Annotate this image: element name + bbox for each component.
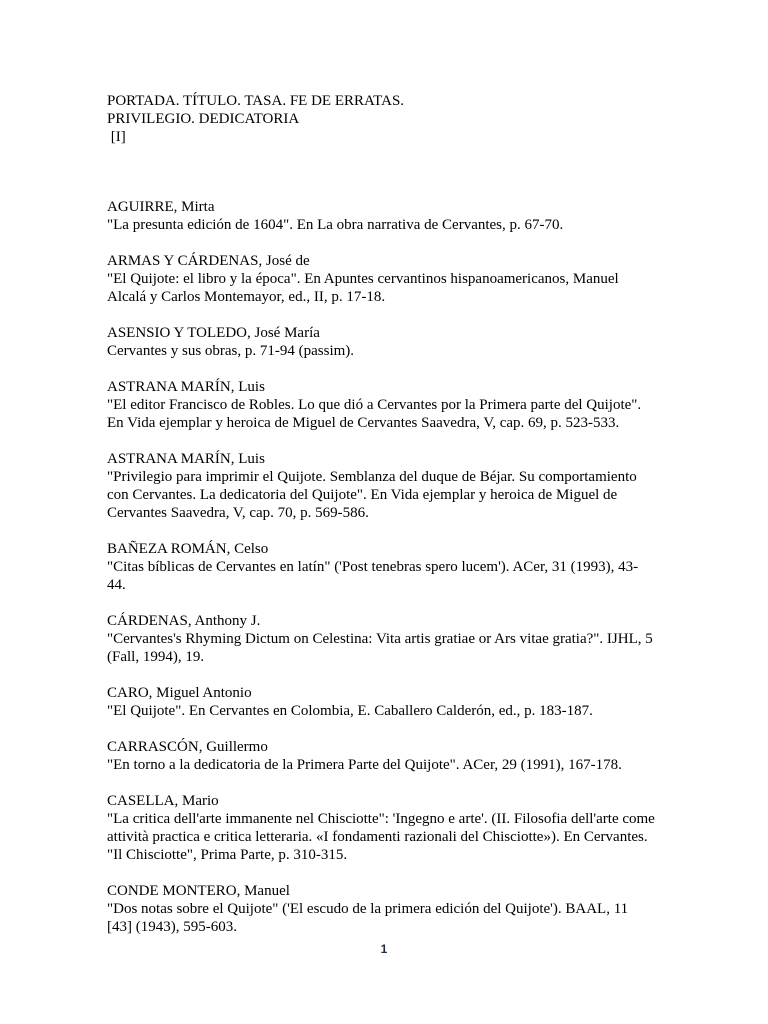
entry-author: ARMAS Y CÁRDENAS, José de (107, 253, 310, 269)
bibliography-entry (107, 540, 655, 594)
entry-author: BAÑEZA ROMÁN, Celso (107, 541, 269, 557)
bibliography-entry (107, 198, 655, 234)
entry-citation: "Cervantes's Rhyming Dictum on Celestina: Vita artis gratiae or Ars vitae gratia?". IJHL, 5 (Fall, 1994), 19. (107, 631, 653, 665)
entry-author: ASENSIO Y TOLEDO, José María (107, 325, 320, 341)
entry-author: CASELLA, Mario (107, 793, 219, 809)
bibliography-entry (107, 378, 655, 432)
bibliography-list (107, 198, 655, 954)
bibliography-entry (107, 252, 655, 306)
entry-author: CONDE MONTERO, Manuel (107, 883, 290, 899)
bibliography-entry (107, 882, 655, 936)
header-line-2: PRIVILEGIO. DEDICATORIA (107, 111, 300, 127)
bibliography-entry (107, 612, 655, 666)
entry-citation: "La presunta edición de 1604". En La obra narrativa de Cervantes, p. 67-70. (107, 217, 564, 233)
entry-citation: "Dos notas sobre el Quijote" ('El escudo de la primera edición del Quijote'). BAAL, 11 [43] (1943), 595-603. (107, 901, 629, 935)
entry-citation: "En torno a la dedicatoria de la Primera Parte del Quijote". ACer, 29 (1991), 167-178. (107, 757, 622, 773)
entry-citation: "El Quijote: el libro y la época". En Apuntes cervantinos hispanoamericanos, Manuel Alcalá y Carlos Montemayor, ed., II, p. 17-18. (107, 271, 619, 305)
entry-citation: "El editor Francisco de Robles. Lo que dió a Cervantes por la Primera parte del Quijote". En Vida ejemplar y heroica de Miguel de Cervantes Saavedra, V, cap. 69, p. 523-533. (107, 397, 642, 431)
header-line-1: PORTADA. TÍTULO. TASA. FE DE ERRATAS. (107, 93, 405, 109)
entry-citation: "El Quijote". En Cervantes en Colombia, E. Caballero Calderón, ed., p. 183-187. (107, 703, 593, 719)
entry-author: ASTRANA MARÍN, Luis (107, 379, 265, 395)
entry-author: AGUIRRE, Mirta (107, 199, 215, 215)
header-line-3: [I] (107, 129, 126, 145)
entry-citation: "Privilegio para imprimir el Quijote. Semblanza del duque de Béjar. Su comportamiento con Cervantes. La dedicatoria del Quijote". En Vida ejemplar y heroica de Miguel de Cervantes Saavedra, V, cap. 70, p. 569-586. (107, 469, 637, 521)
bibliography-entry (107, 684, 655, 720)
bibliography-entry (107, 324, 655, 360)
entry-citation: Cervantes y sus obras, p. 71-94 (passim). (107, 343, 355, 359)
page-number: 1 (380, 942, 388, 956)
entry-author: ASTRANA MARÍN, Luis (107, 451, 265, 467)
bibliography-entry (107, 738, 655, 774)
entry-citation: "La critica dell'arte immanente nel Chisciotte": 'Ingegno e arte'. (II. Filosofia dell'arte come attività practica e critica letteraria. «I fondamenti razionali del Chisciotte»). En Cervantes. "Il Chisciotte", Prima Parte, p. 310-315. (107, 811, 655, 863)
entry-citation: "Citas bíblicas de Cervantes en latín" ('Post tenebras spero lucem'). ACer, 31 (1993), 43-44. (107, 559, 639, 593)
entry-author: CARRASCÓN, Guillermo (107, 739, 268, 755)
entry-author: CARO, Miguel Antonio (107, 685, 252, 701)
bibliography-entry (107, 792, 655, 864)
section-header (107, 92, 667, 146)
bibliography-entry (107, 450, 655, 522)
entry-author: CÁRDENAS, Anthony J. (107, 613, 261, 629)
